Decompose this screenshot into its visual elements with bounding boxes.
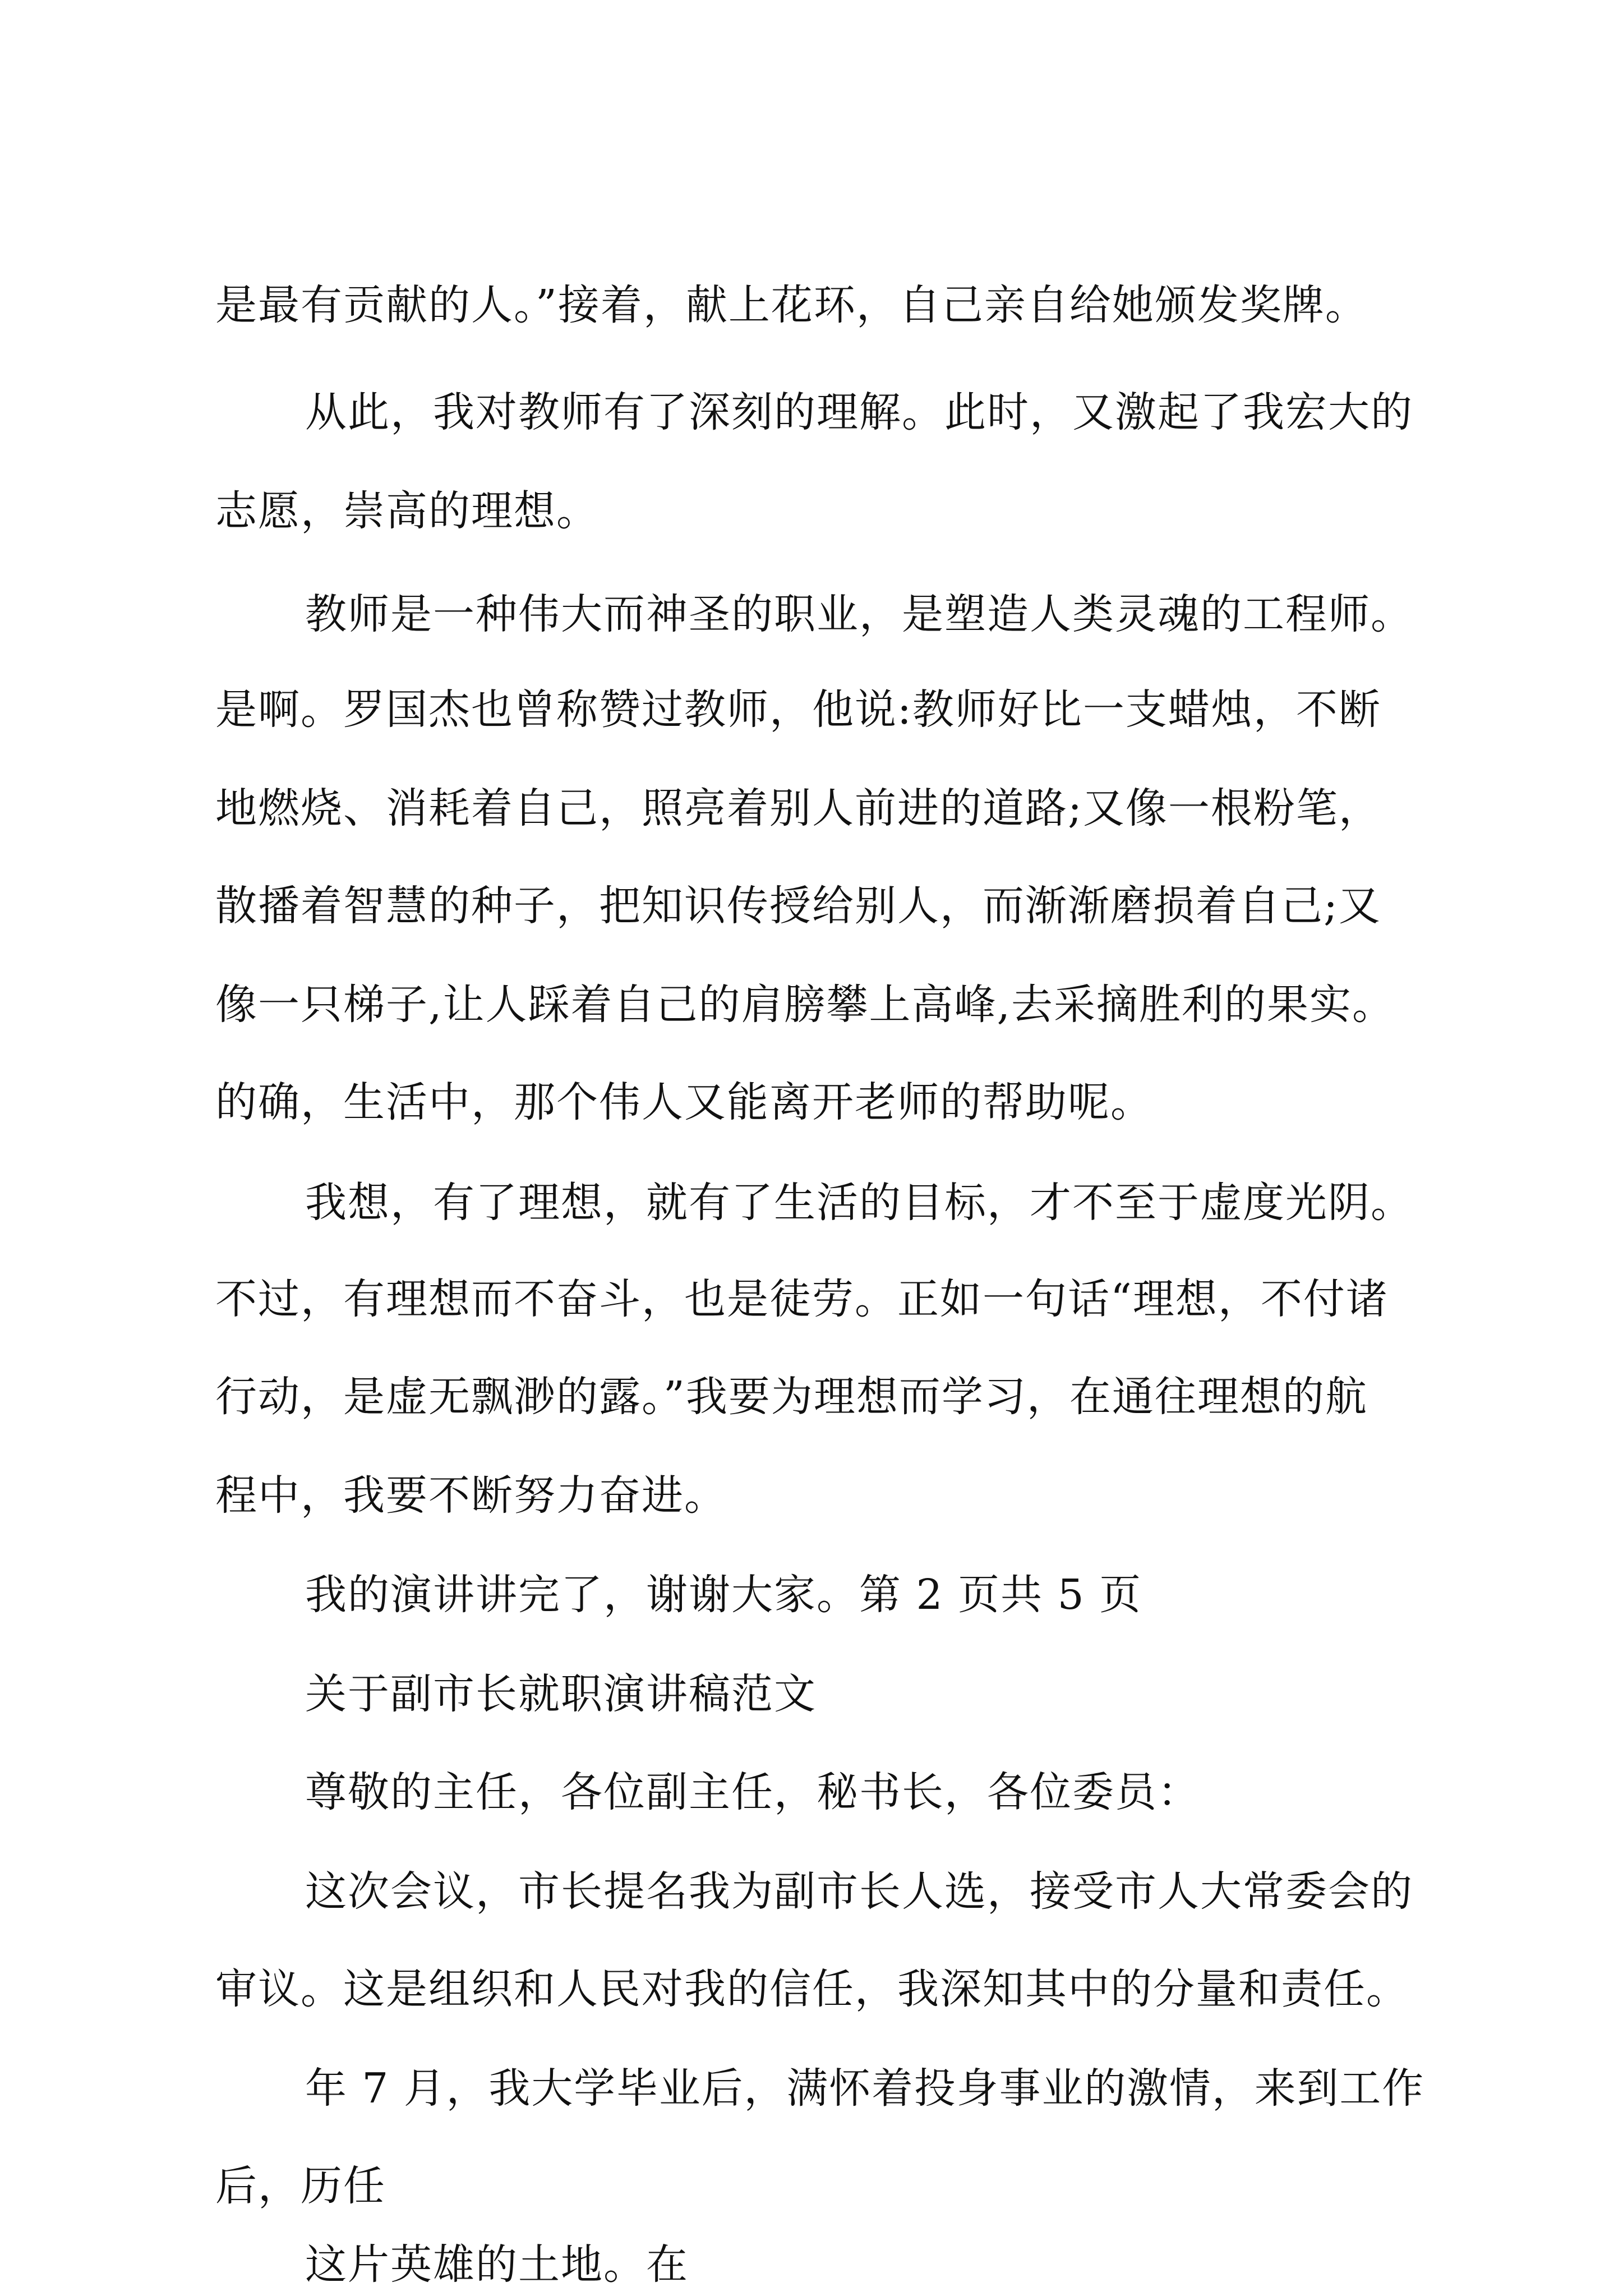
text-line: 的确，生活中，那个伟人又能离开老师的帮助呢。: [215, 1078, 1153, 1126]
text-line: 审议。这是组织和人民对我的信任，我深知其中的分量和责任。: [215, 1965, 1409, 2013]
text-line: 是最有贡献的人。”接着，献上花环，自己亲自给她颁发奖牌。: [215, 281, 1368, 329]
text-line: 这片英雄的土地。在: [305, 2240, 689, 2289]
text-line: 地燃烧、消耗着自己，照亮着别人前进的道路;又像一根粉笔，: [215, 784, 1381, 832]
text-line: 像一只梯子,让人踩着自己的肩膀攀上高峰,去采摘胜利的果实。: [215, 981, 1395, 1029]
text-line: 不过，有理想而不奋斗，也是徒劳。正如一句话“理想，不付诸: [215, 1275, 1389, 1323]
text-line: 志愿，崇高的理想。: [215, 487, 599, 535]
text-line: 程中，我要不断努力奋进。: [215, 1471, 727, 1520]
text-line: 后，历任: [215, 2162, 386, 2210]
text-line: 我的演讲讲完了，谢谢大家。第 2 页共 5 页: [305, 1571, 1142, 1619]
text-line: 从此，我对教师有了深刻的理解。此时，又激起了我宏大的: [305, 388, 1413, 436]
text-line: 行动，是虚无飘渺的露。”我要为理想而学习，在通往理想的航: [215, 1373, 1368, 1421]
text-line: 关于副市长就职演讲稿范文: [305, 1670, 817, 1718]
text-line: 教师是一种伟大而神圣的职业，是塑造人类灵魂的工程师。: [305, 590, 1413, 638]
text-line: 尊敬的主任，各位副主任，秘书长，各位委员：: [305, 1768, 1200, 1816]
text-line: 散播着智慧的种子，把知识传授给别人，而渐渐磨损着自己;又: [215, 882, 1381, 930]
text-line: 是啊。罗国杰也曾称赞过教师，他说:教师好比一支蜡烛，不断: [215, 685, 1381, 734]
text-line: 年 7 月，我大学毕业后，满怀着投身事业的激情，来到工作: [305, 2064, 1425, 2113]
text-line: 我想，有了理想，就有了生活的目标，才不至于虚度光阴。: [305, 1179, 1413, 1227]
text-line: 这次会议，市长提名我为副市长人选，接受市人大常委会的: [305, 1867, 1413, 1916]
